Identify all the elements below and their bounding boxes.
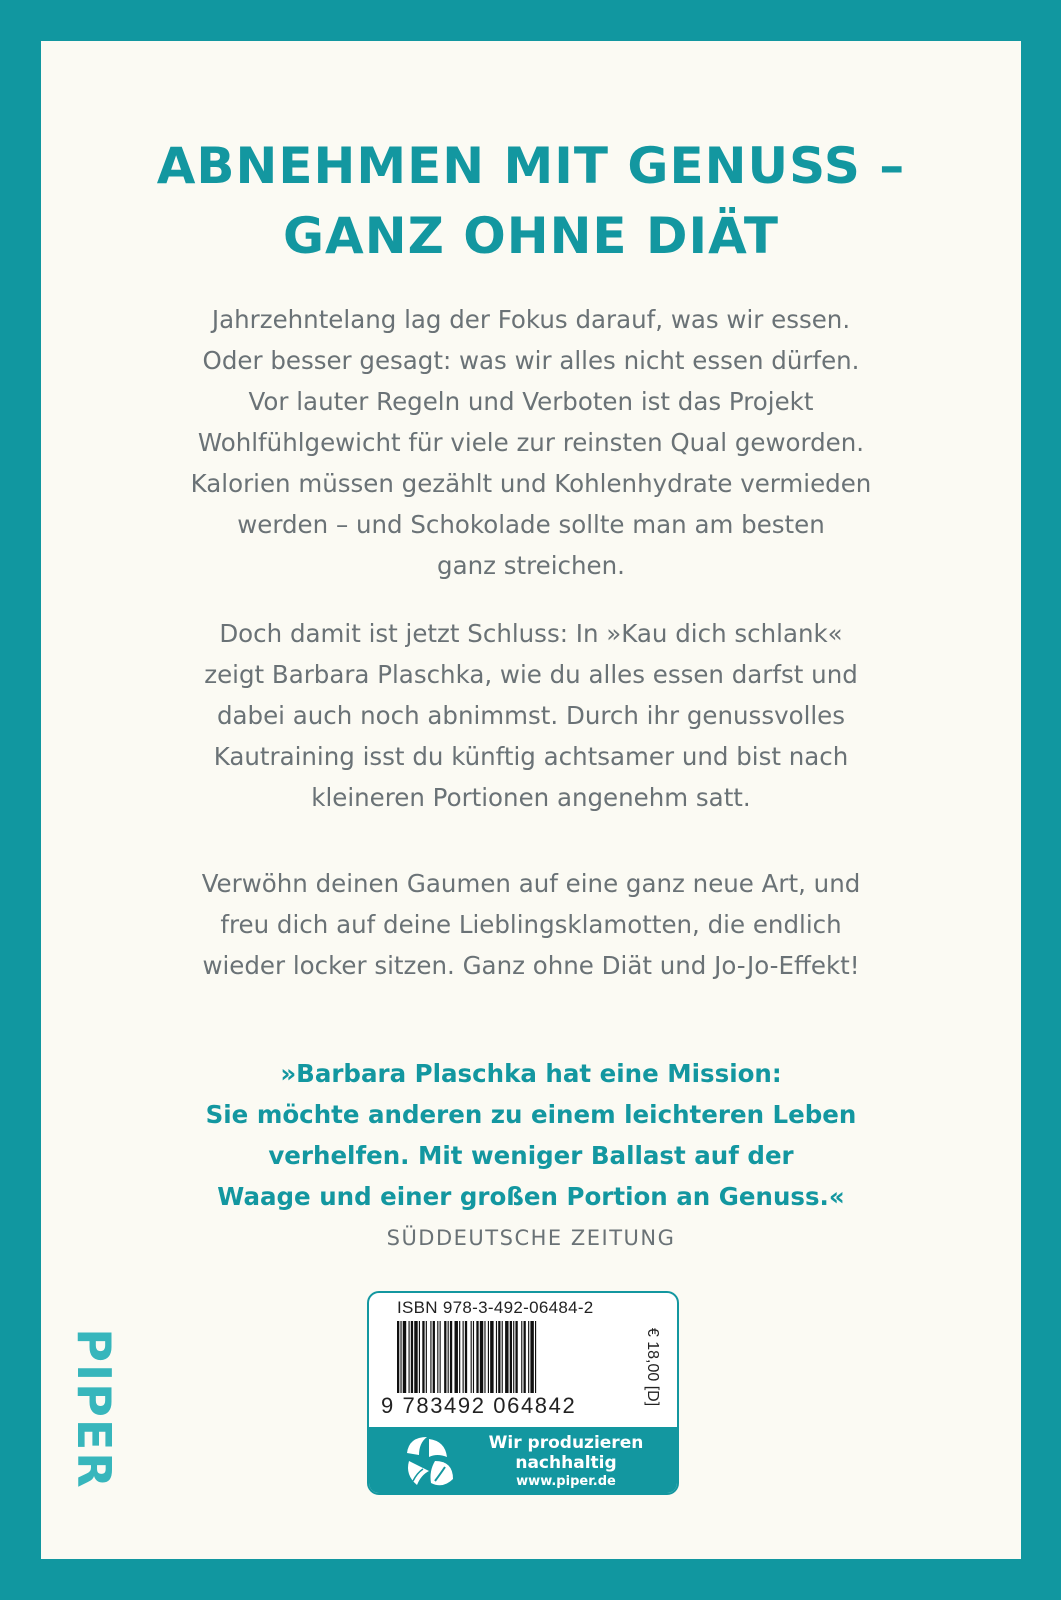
text-line: freu dich auf deine Lieblingsklamotten, die endlich [220, 910, 842, 939]
text-line: Kalorien müssen gezählt und Kohlenhydrate vermieden [190, 469, 872, 498]
text-line: Doch damit ist jetzt Schluss: In »Kau dich schlank« [219, 619, 843, 648]
text-line: kleineren Portionen angenehm satt. [311, 783, 751, 812]
barcode-bars [397, 1321, 637, 1393]
text-line: werden – und Schokolade sollte man am besten [237, 510, 825, 539]
text-line: Verwöhn deinen Gaumen auf eine ganz neue Art, und [201, 869, 861, 898]
text-line: zeigt Barbara Plaschka, wie du alles essen darfst und [204, 660, 858, 689]
description-paragraph-3 [81, 863, 981, 986]
description-paragraph-2 [81, 613, 981, 818]
price-label [637, 1317, 667, 1417]
quote-line: Waage und einer großen Portion an Genuss.« [217, 1182, 845, 1211]
isbn-label: ISBN 978-3-492-06484-2 [397, 1298, 594, 1317]
barcode-digits: 9 783492 064842 [381, 1393, 577, 1418]
headline [41, 131, 1021, 271]
headline-line-2: GANZ OHNE DIÄT [282, 207, 780, 265]
leaf-recycle-icon [395, 1431, 465, 1491]
piper-logo [69, 1309, 119, 1509]
price-text: € 18,00 [D] [644, 1327, 661, 1407]
eco-line-1: Wir produzieren [488, 1433, 644, 1453]
text-line: wieder locker sitzen. Ganz ohne Diät und Jo-Jo-Effekt! [202, 951, 860, 980]
text-line: Wohlfühlgewicht für viele zur reinsten Qual geworden. [197, 428, 865, 457]
eco-line-2: nachhaltig [515, 1453, 617, 1473]
text-line: Oder besser gesagt: was wir alles nicht essen dürfen. [202, 346, 860, 375]
quote-source: SÜDDEUTSCHE ZEITUNG [386, 1226, 676, 1250]
press-quote [81, 1053, 981, 1217]
quote-line: verhelfen. Mit weniger Ballast auf der [268, 1141, 794, 1170]
text-line: dabei auch noch abnimmst. Durch ihr genussvolles [216, 701, 846, 730]
quote-line: Sie möchte anderen zu einem leichteren Leben [205, 1100, 857, 1129]
barcode-box [367, 1291, 679, 1495]
piper-logo-text: PIPER [67, 1328, 121, 1490]
quote-line: »Barbara Plaschka hat eine Mission: [280, 1059, 782, 1088]
text-line: ganz streichen. [437, 551, 625, 580]
text-line: Vor lauter Regeln und Verboten ist das Projekt [248, 387, 814, 416]
eco-text [471, 1433, 661, 1491]
text-line: Kautraining isst du künftig achtsamer und bist nach [213, 742, 849, 771]
eco-badge [369, 1427, 677, 1493]
publisher-url: www.piper.de [516, 1474, 616, 1489]
text-line: Jahrzehntelang lag der Fokus darauf, was wir essen. [211, 305, 851, 334]
description-paragraph-1 [81, 299, 981, 586]
book-back-cover [41, 41, 1021, 1559]
headline-line-1: ABNEHMEN MIT GENUSS – [156, 137, 906, 195]
